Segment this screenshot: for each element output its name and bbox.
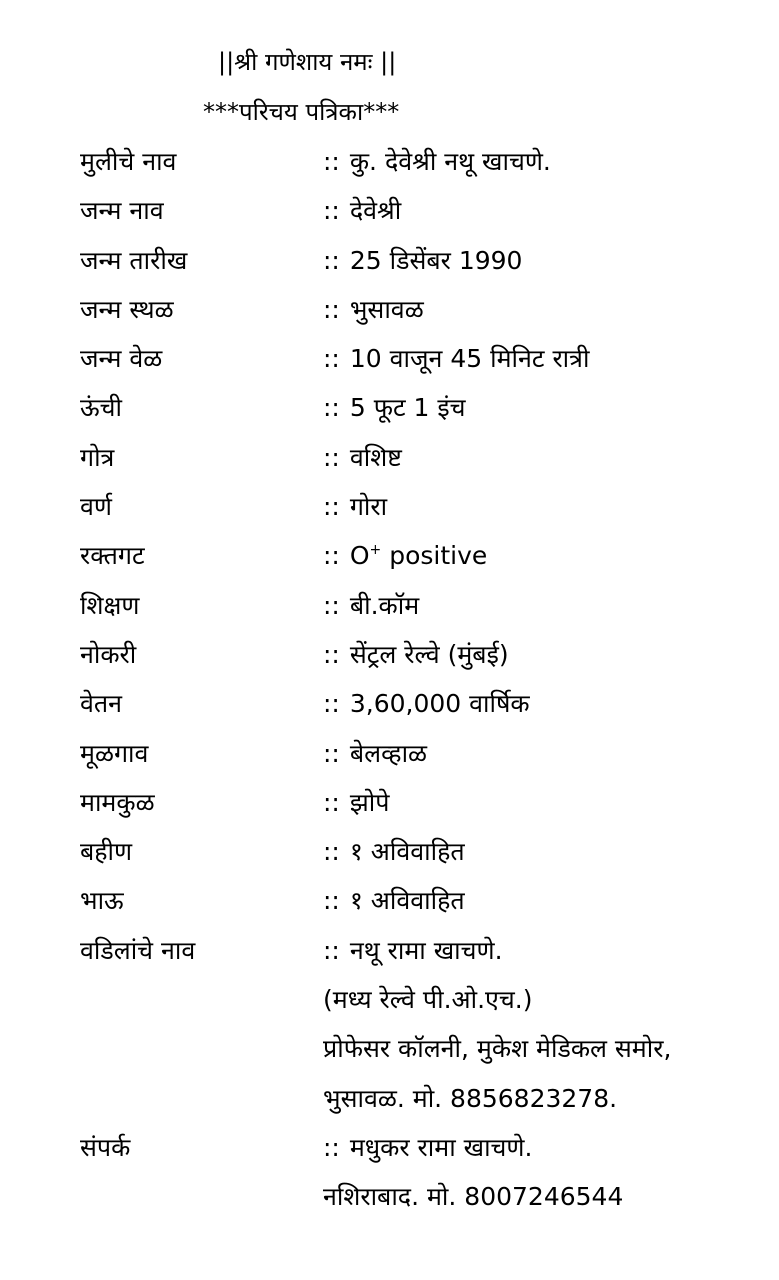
separator: ::: [323, 738, 340, 768]
blood-group-suffix: positive: [381, 541, 488, 571]
contact-name: मधुकर रामा खाचणे.: [349, 1132, 533, 1162]
field-label: जन्म तारीख: [80, 245, 188, 275]
field-value: [323, 147, 551, 177]
field-value: [323, 393, 466, 423]
field-label: जन्म नाव: [80, 196, 164, 226]
separator: ::: [323, 442, 340, 472]
separator: ::: [323, 147, 340, 176]
field-value: [323, 1133, 532, 1163]
separator: ::: [323, 837, 340, 867]
field-label: शिक्षण: [80, 590, 140, 620]
father-detail-line: [0, 1084, 779, 1133]
field-value-text: झोपे: [349, 787, 390, 817]
field-row-job: [0, 640, 779, 689]
field-row-birth-place: [0, 295, 779, 344]
field-value: [323, 246, 522, 276]
field-row-name: [0, 147, 779, 196]
field-row-brother: [0, 886, 779, 935]
field-row-birth-date: [0, 246, 779, 295]
field-label: संपर्क: [80, 1132, 131, 1162]
field-value-text: भुसावळ: [349, 294, 424, 324]
contact-detail-line: [0, 1182, 779, 1231]
field-label: भाऊ: [80, 886, 124, 916]
field-label: मामकुळ: [80, 787, 155, 817]
father-phone: भुसावळ. मो. 8856823278.: [323, 1083, 618, 1113]
separator: ::: [323, 886, 340, 916]
separator: ::: [323, 639, 340, 669]
field-value: [323, 492, 387, 522]
contact-address: नशिराबाद. मो. 8007246544: [323, 1182, 624, 1212]
field-value: [323, 739, 427, 769]
separator: ::: [323, 344, 340, 374]
field-label: बहीण: [80, 837, 133, 867]
separator: ::: [323, 294, 340, 324]
field-value: [323, 689, 530, 719]
field-label: वर्ण: [80, 492, 112, 522]
blood-group-letter: O: [349, 541, 370, 571]
field-value: [323, 837, 465, 867]
father-detail-line: [0, 985, 779, 1034]
field-label: नोकरी: [80, 639, 137, 669]
field-row-salary: [0, 689, 779, 738]
details-list: [0, 147, 779, 1232]
field-row-birth-name: [0, 196, 779, 245]
field-value: [323, 344, 589, 374]
field-value-text: देवेश्री: [349, 196, 402, 226]
field-value: [323, 295, 424, 325]
field-value-text: वशिष्ट: [349, 442, 402, 472]
field-row-birth-time: [0, 344, 779, 393]
field-value-text: 3,60,000 वार्षिक: [349, 689, 530, 719]
father-office: (मध्य रेल्वे पी.ओ.एच.): [323, 985, 533, 1015]
field-value: [323, 640, 509, 670]
field-row-complexion: [0, 492, 779, 541]
field-value-text: 5 फूट 1 इंच: [349, 393, 466, 423]
field-value-text: 25 डिसेंबर 1990: [349, 245, 523, 275]
field-label: मूळगाव: [80, 738, 149, 768]
separator: ::: [323, 492, 340, 522]
field-value: [323, 936, 503, 966]
field-value-text: गोरा: [349, 492, 388, 522]
field-value-text: कु. देवेश्री नथू खाचणे.: [349, 147, 551, 176]
separator: ::: [323, 393, 340, 423]
field-label: रक्तगट: [80, 541, 145, 571]
field-value-text: बेलव्हाळ: [349, 738, 428, 768]
field-value-text: १ अविवाहित: [349, 837, 465, 867]
separator: ::: [323, 245, 340, 275]
field-label: वेतन: [80, 689, 123, 719]
field-row-father-name: [0, 936, 779, 985]
separator: ::: [323, 689, 340, 719]
field-row-blood-group: [0, 541, 779, 590]
father-address: प्रोफेसर कॉलनी, मुकेश मेडिकल समोर,: [323, 1034, 672, 1064]
field-value-text: नथू रामा खाचणे.: [349, 935, 503, 965]
document-title: ***परिचय पत्रिका***: [203, 98, 400, 126]
field-row-contact: [0, 1133, 779, 1182]
field-value: [323, 443, 402, 473]
field-value: [323, 886, 465, 916]
field-label: गोत्र: [80, 442, 115, 472]
field-value: [323, 591, 419, 621]
field-label: वडिलांचे नाव: [80, 935, 196, 965]
field-value-text: १ अविवाहित: [349, 886, 465, 916]
father-detail-line: [0, 1034, 779, 1083]
separator: ::: [323, 590, 340, 620]
blood-group-sign: +: [369, 542, 382, 559]
field-label: ऊंची: [80, 393, 122, 423]
separator: ::: [323, 1132, 340, 1162]
separator: ::: [323, 935, 340, 965]
invocation-heading: ||श्री गणेशाय नमः ||: [218, 48, 397, 76]
field-value: [323, 196, 401, 226]
field-label: जन्म स्थळ: [80, 294, 174, 324]
field-row-education: [0, 591, 779, 640]
separator: ::: [323, 541, 340, 571]
field-row-sister: [0, 837, 779, 886]
field-row-gotra: [0, 443, 779, 492]
field-value-text: बी.कॉम: [349, 590, 420, 620]
field-value-text: सेंट्रल रेल्वे (मुंबई): [349, 639, 509, 669]
field-row-height: [0, 393, 779, 442]
field-label: जन्म वेळ: [80, 344, 163, 374]
field-value: [323, 788, 389, 818]
field-row-native-place: [0, 739, 779, 788]
separator: ::: [323, 787, 340, 817]
field-value-text: 10 वाजून 45 मिनिट रात्री: [349, 344, 590, 374]
separator: ::: [323, 196, 340, 226]
field-value: [323, 541, 487, 571]
field-row-maternal-family: [0, 788, 779, 837]
field-label: मुलीचे नाव: [80, 147, 177, 176]
